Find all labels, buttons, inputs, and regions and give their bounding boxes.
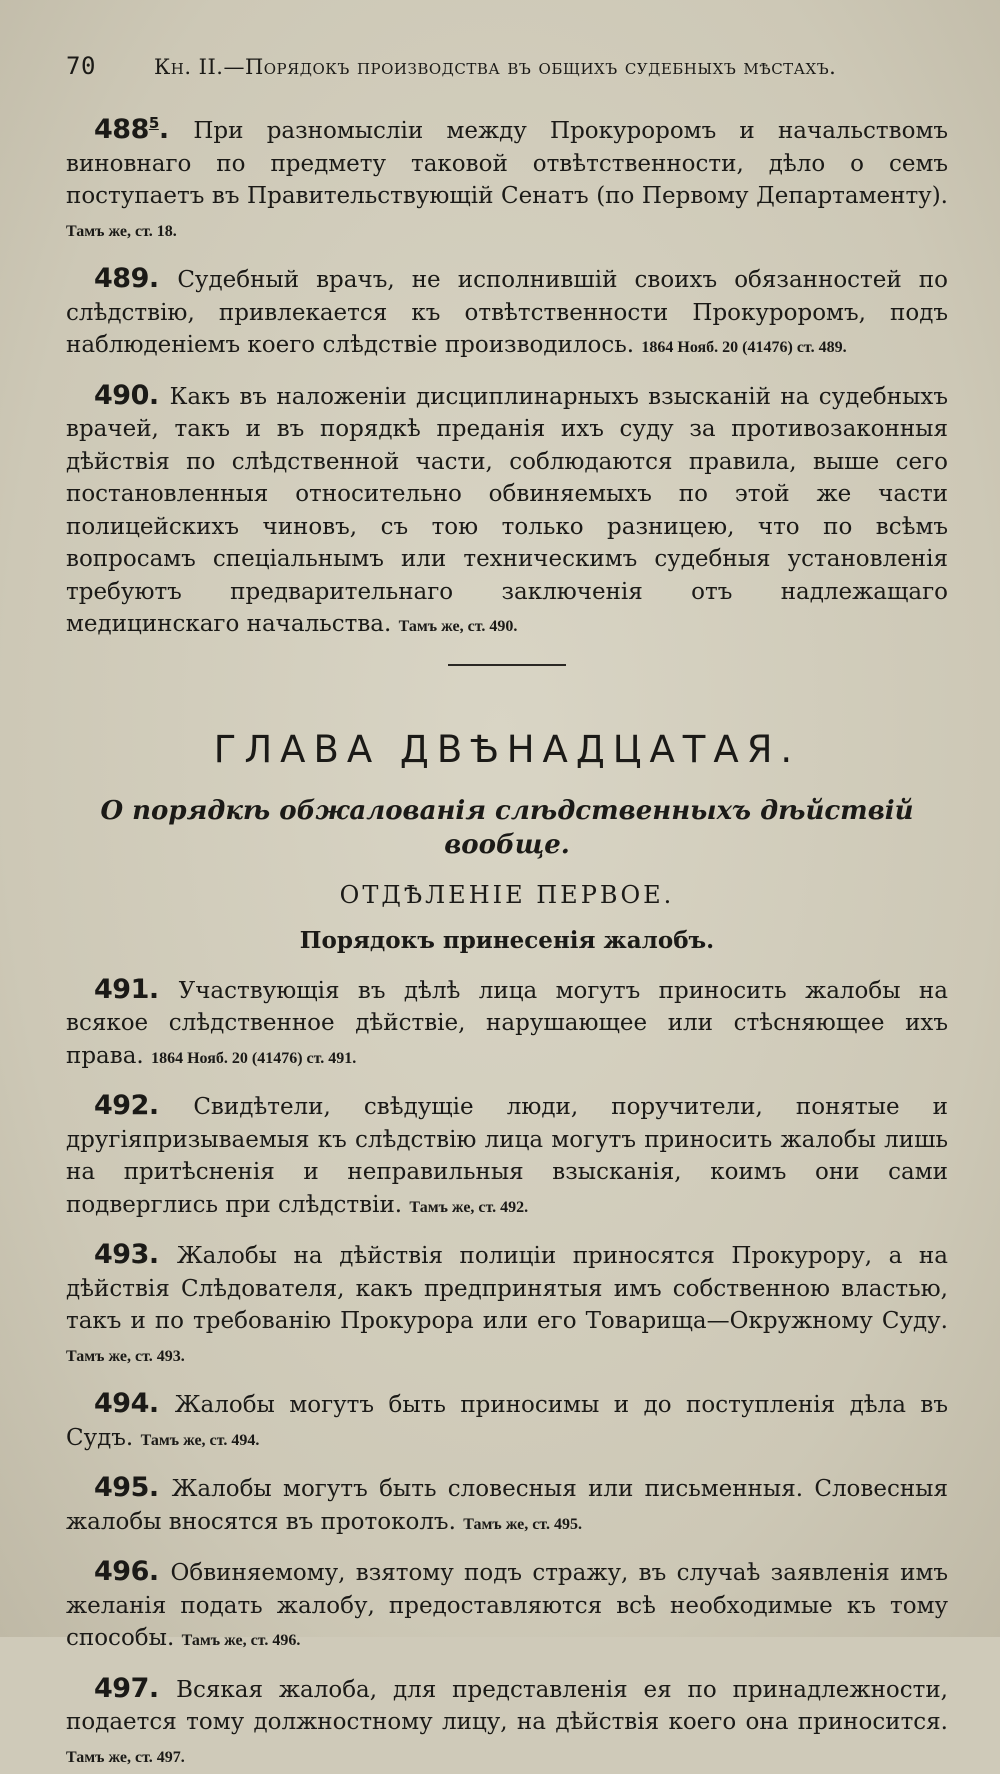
article-reference: Тамъ же, ст. 494.: [141, 1432, 260, 1449]
article: [66, 1673, 948, 1774]
article: [66, 380, 948, 644]
article: [66, 107, 948, 248]
article-number: 489.: [66, 263, 177, 294]
article-text: Жалобы могутъ быть приносимы и до поступленія дѣла въ Судъ.: [66, 1392, 948, 1451]
article-reference: 1864 Нояб. 20 (41476) ст. 489.: [641, 339, 846, 356]
articles-block-bottom: [66, 974, 948, 1774]
article: [66, 974, 948, 1076]
article-reference: Тамъ же, ст. 495.: [463, 1516, 582, 1533]
article-reference: Тамъ же, ст. 18.: [66, 223, 177, 240]
article-text: Судебный врачъ, не исполнившій своихъ обязанностей по слѣдствію, привлекается къ отвѣтственности Прокуроромъ, подъ наблюденіемъ коего слѣдствіе производилось.: [66, 267, 948, 358]
article-reference: Тамъ же, ст. 497.: [66, 1749, 185, 1766]
article-text: Свидѣтели, свѣдущіе люди, поручители, понятые и другіяпризываемыя къ слѣдствію лица могутъ приносить жалобы лишь на притѣсненія и неправильныя взысканія, коимъ они сами подверглись при слѣдствіи.: [66, 1094, 948, 1218]
article-reference: Тамъ же, ст. 492.: [409, 1199, 528, 1216]
page-content: [66, 52, 948, 1774]
article: [66, 1090, 948, 1224]
article-text: Жалобы на дѣйствія полиціи приносятся Прокурору, а на дѣйствія Слѣдователя, какъ предпринятыя имъ собственною властью, такъ и по требованію Прокурора или его Товарища—Окружному Суду.: [66, 1243, 948, 1334]
running-header: [66, 52, 948, 92]
article: [66, 1388, 948, 1457]
article: [66, 1472, 948, 1541]
chapter-subtitle: О порядкѣ обжалованія слѣдственныхъ дѣйствій вообще.: [66, 794, 948, 862]
article-number-superscript: 5: [149, 114, 159, 132]
article-text: Какъ въ наложеніи дисциплинарныхъ взысканій на судебныхъ врачей, такъ и въ порядкѣ преданія ихъ суду за противозаконныя дѣйствія по слѣдственной части, соблюдаются правила, выше сего постановленныя относительно обвиняемыхъ по этой же части полицейскихъ чиновъ, съ тою только разницею, что по всѣмъ вопросамъ спеціальнымъ или техническимъ судебныя установленія требуютъ предварительнаго заключенія отъ надлежащаго медицинскаго начальства.: [66, 384, 948, 638]
subsection-title: Порядокъ принесенія жалобъ.: [66, 924, 948, 958]
section-divider: [448, 664, 566, 666]
article-number: 493.: [66, 1239, 177, 1270]
article-number: 496.: [66, 1556, 171, 1587]
article: [66, 1239, 948, 1373]
article: [66, 1556, 948, 1658]
chapter-title: ГЛАВА ДВѢНАДЦАТАЯ.: [66, 728, 948, 772]
article-text: При разномысліи между Прокуроромъ и начальствомъ виновнаго по предмету таковой отвѣтственности, дѣло о семъ поступаетъ въ Правительствующій Сенатъ (по Первому Департаменту).: [66, 118, 948, 209]
page-number: 70: [66, 52, 154, 80]
article-number: 494.: [66, 1388, 175, 1419]
article-number: 491.: [66, 974, 179, 1005]
article-reference: 1864 Нояб. 20 (41476) ст. 491.: [151, 1050, 356, 1067]
article-number: 492.: [66, 1090, 193, 1121]
article-reference: Тамъ же, ст. 493.: [66, 1348, 185, 1365]
article: [66, 263, 948, 365]
section-title: ОТДѢЛЕНІЕ ПЕРВОЕ.: [66, 878, 948, 912]
article-number: 497.: [66, 1673, 176, 1704]
running-title: Кн. II.—Порядокъ производства въ общихъ судебныхъ мѣстахъ.: [154, 55, 948, 79]
article-text: Обвиняемому, взятому подъ стражу, въ случаѣ заявленія имъ желанія подать жалобу, предоставляются всѣ необходимые къ тому способы.: [66, 1560, 948, 1651]
articles-block-top: [66, 107, 948, 644]
article-number: $488^5$.: [66, 114, 193, 145]
article-reference: Тамъ же, ст. 490.: [399, 618, 518, 635]
article-number: 495.: [66, 1472, 172, 1503]
article-text: Участвующія въ дѣлѣ лица могутъ приносить жалобы на всякое слѣдственное дѣйствіе, нарушающее или стѣсняющее ихъ права.: [66, 978, 948, 1069]
article-text: Жалобы могутъ быть словесныя или письменныя. Словесныя жалобы вносятся въ протоколъ.: [66, 1476, 948, 1535]
article-text: Всякая жалоба, для представленія ея по принадлежности, подается тому должностному лицу, на дѣйствія коего она приносится.: [66, 1677, 948, 1736]
article-reference: Тамъ же, ст. 496.: [182, 1632, 301, 1649]
article-number: 490.: [66, 380, 170, 411]
